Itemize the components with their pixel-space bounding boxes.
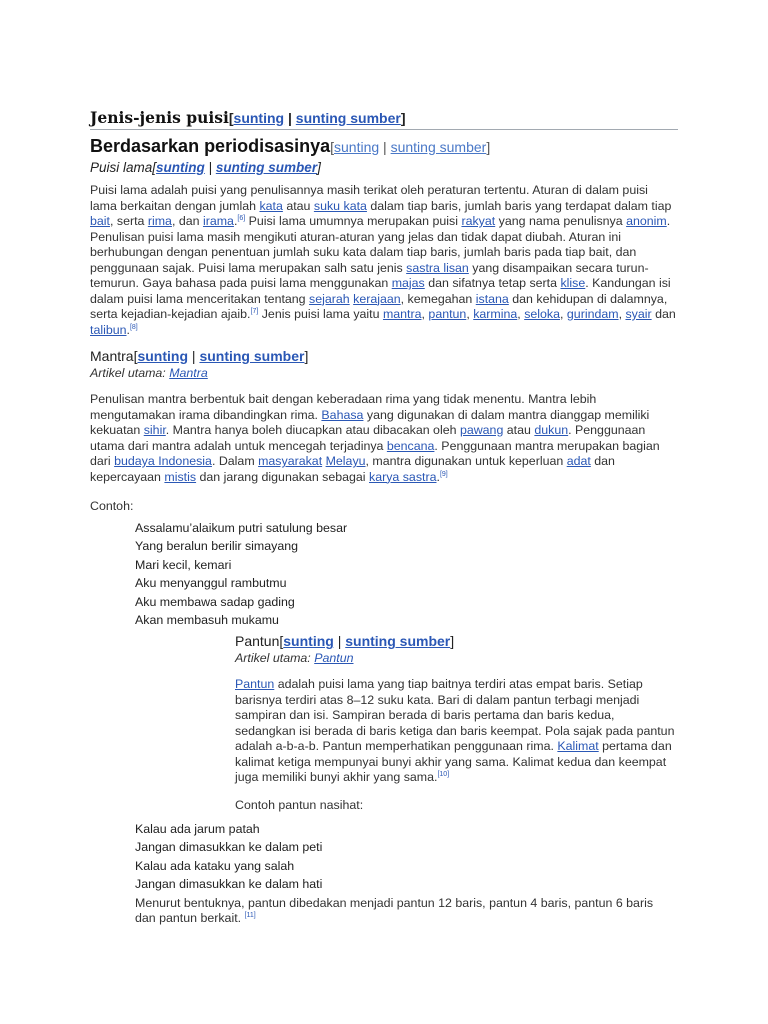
link-adat[interactable]: adat xyxy=(566,454,591,468)
link-bait[interactable]: bait xyxy=(90,214,110,228)
edit-link[interactable]: sunting xyxy=(156,160,205,175)
link-karya-sastra[interactable]: karya sastra xyxy=(369,469,437,484)
pantun-section xyxy=(235,633,678,812)
puisi-lama-edit-links: [sunting | sunting sumber] xyxy=(152,160,321,175)
text: , xyxy=(466,307,474,321)
reference-11[interactable]: [11] xyxy=(244,911,256,919)
mantra-heading xyxy=(90,348,678,364)
link-dukun[interactable]: dukun xyxy=(534,423,569,437)
link-irama[interactable]: irama xyxy=(202,214,234,228)
section-heading xyxy=(90,108,678,130)
reference-8[interactable]: [8] xyxy=(129,323,138,331)
link-kerajaan[interactable]: kerajaan xyxy=(353,291,401,306)
text: , dan xyxy=(171,214,203,228)
text: . xyxy=(233,214,238,228)
reference-10[interactable]: [10] xyxy=(437,771,450,779)
pantun-heading xyxy=(235,633,678,649)
text: Jenis puisi lama yaitu xyxy=(258,307,383,321)
pantun-contoh-label: Contoh pantun nasihat: xyxy=(235,797,364,812)
text: . Kandungan isi dalam puisi lama menceritakan tentang xyxy=(90,276,671,306)
text: , serta xyxy=(109,214,148,228)
edit-link[interactable]: sunting xyxy=(334,139,380,155)
link-pantun[interactable]: pantun xyxy=(428,307,467,321)
edit-link[interactable]: sunting xyxy=(233,110,285,126)
link-mistis[interactable]: mistis xyxy=(164,469,197,484)
text: . Mantra hanya boleh diucapkan atau dibacakan oleh xyxy=(165,423,460,437)
edit-source-link[interactable]: sunting sumber xyxy=(390,139,487,155)
hatnote-link-mantra[interactable]: Mantra xyxy=(169,366,208,380)
link-masyarakat[interactable]: masyarakat xyxy=(258,454,323,468)
text: . Penulisan puisi lama masih mengikuti aturan-aturan yang jelas dan tidak dapat diubah. Aturan ini berhubungan dengan penentuan jumlah suku kata dalam tiap baris, jumlah baris pada tiap bait, dan penggunaan sajak. Puisi lama merupakan salh satu jenis xyxy=(90,214,671,275)
link-syair[interactable]: syair xyxy=(625,307,652,321)
pantun-hatnote xyxy=(235,651,678,665)
edit-source-link[interactable]: sunting sumber xyxy=(215,160,318,175)
link-kata[interactable]: kata xyxy=(259,198,283,213)
poem-line: Aku membawa sadap gading xyxy=(135,594,295,609)
pantun-closing xyxy=(135,896,660,927)
text: Penulisan mantra berbentuk bait dengan keberadaan rima yang tidak menentu. Mantra lebih mengutamakan irama dibandingkan rima. xyxy=(90,392,597,422)
text: . xyxy=(436,469,440,484)
text: dan jarang digunakan sebagai xyxy=(196,469,369,484)
link-rima[interactable]: rima xyxy=(147,214,172,228)
text: dan kepercayaan xyxy=(90,454,615,484)
pantun-edit-links: [sunting | sunting sumber] xyxy=(279,633,455,650)
link-sastra-lisan[interactable]: sastra lisan xyxy=(406,260,469,275)
hatnote-label: Artikel utama: xyxy=(235,651,315,666)
text: , xyxy=(618,307,626,321)
poem-line: Aku menyanggul rambutmu xyxy=(135,576,287,591)
text: dan kehidupan di dalamnya, serta kejadian-kejadian ajaib. xyxy=(90,291,668,321)
puisi-lama-title: Puisi lama xyxy=(90,160,153,175)
link-istana[interactable]: istana xyxy=(475,291,509,306)
text: dalam tiap baris, jumlah baris yang terdapat dalam tiap xyxy=(366,198,672,213)
text: dan sifatnya tetap serta xyxy=(424,276,561,290)
pantun-poem xyxy=(135,820,678,894)
link-rakyat[interactable]: rakyat xyxy=(461,214,496,228)
mantra-title: Mantra xyxy=(90,348,134,364)
reference-9[interactable]: [9] xyxy=(439,470,448,478)
subsection-title: Berdasarkan periodisasinya xyxy=(90,136,331,156)
text: Menurut bentuknya, pantun dibedakan menjadi pantun 12 baris, pantun 4 baris, pantun 6 baris dan pantun berkait. xyxy=(135,895,654,926)
text: atau xyxy=(282,198,314,213)
edit-source-link[interactable]: sunting sumber xyxy=(345,633,451,650)
pantun-title: Pantun xyxy=(235,633,280,650)
link-bahasa[interactable]: Bahasa xyxy=(321,407,364,422)
subsection-edit-links: [sunting | sunting sumber] xyxy=(330,139,491,155)
poem-line: Kalau ada jarum patah xyxy=(135,821,260,836)
link-pawang[interactable]: pawang xyxy=(459,423,504,437)
text: . Dalam xyxy=(211,454,259,468)
text: dan xyxy=(651,307,676,321)
section-edit-links: [sunting | sunting sumber] xyxy=(228,110,406,126)
poem-line: Akan membasuh mukamu xyxy=(135,613,279,628)
hatnote-label: Artikel utama: xyxy=(90,366,170,380)
text: atau xyxy=(503,423,535,437)
mantra-paragraph xyxy=(90,392,678,485)
link-majas[interactable]: majas xyxy=(391,276,425,290)
edit-link[interactable]: sunting xyxy=(137,348,189,364)
text: yang disampaikan secara turun-temurun. Gaya bahasa pada puisi lama menggunakan xyxy=(90,260,649,290)
mantra-poem xyxy=(135,519,678,629)
link-suku-kata[interactable]: suku kata xyxy=(313,198,367,213)
link-melayu[interactable]: Melayu xyxy=(325,454,366,468)
link-pantun[interactable]: Pantun xyxy=(235,677,275,692)
text: , xyxy=(517,307,525,321)
poem-line: Yang beralun berilir simayang xyxy=(135,539,299,554)
text: , kemegahan xyxy=(400,291,476,306)
text: . xyxy=(126,322,130,337)
text: . Penggunaan utama dari mantra adalah untuk mencegah terjadinya xyxy=(90,423,646,453)
section-title: Jenis-jenis puisi xyxy=(90,108,229,127)
link-klise[interactable]: klise xyxy=(560,276,586,290)
reference-7[interactable]: [7] xyxy=(250,307,259,315)
puisi-lama-heading xyxy=(90,160,678,175)
link-sihir[interactable]: sihir xyxy=(143,423,166,437)
reference-6[interactable]: [6] xyxy=(237,214,246,222)
link-talibun[interactable]: talibun xyxy=(90,322,127,337)
text: adalah puisi lama yang tiap baitnya terdiri atas empat baris. Setiap barisnya terdiri atas 8–12 suku kata. Bari di dalam pantun terbagi menjadi sampiran dan isi. Sampiran berada di baris pertama dan baris kedua, sedangkan isi berada di baris ketiga dan baris keempat. Pola sajak pada pantun adalah a-b-a-b. Pantun memperhatikan penggunaan rima. xyxy=(235,677,675,754)
poem-line: Assalamu’alaikum putri satulung besar xyxy=(135,521,348,535)
poem-line: Jangan dimasukkan ke dalam peti xyxy=(135,840,323,855)
hatnote-link-pantun[interactable]: Pantun xyxy=(314,651,354,666)
text: pertama dan kalimat ketiga mempunyai bunyi akhir yang sama. Kalimat kedua dan keempat juga memiliki bunyi akhir yang sama. xyxy=(235,739,672,785)
text: yang nama penulisnya xyxy=(495,214,627,228)
link-bencana[interactable]: bencana xyxy=(386,438,435,453)
text: , xyxy=(560,307,567,321)
text: Puisi lama umumnya merupakan puisi xyxy=(245,214,462,228)
link-seloka[interactable]: seloka xyxy=(524,307,561,321)
text: . Penggunaan mantra merupakan bagian dari xyxy=(90,438,660,468)
edit-link[interactable]: sunting xyxy=(283,633,334,650)
link-kalimat[interactable]: Kalimat xyxy=(557,739,599,754)
article-content xyxy=(90,108,678,927)
mantra-contoh-label: Contoh: xyxy=(90,499,134,513)
link-karmina[interactable]: karmina xyxy=(473,307,518,321)
link-anonim[interactable]: anonim xyxy=(626,214,667,228)
text: , mantra digunakan untuk keperluan xyxy=(365,454,567,468)
poem-line: Jangan dimasukkan ke dalam hati xyxy=(135,877,323,892)
poem-line: Mari kecil, kemari xyxy=(135,557,232,572)
text: Puisi lama adalah puisi yang penulisannya masih terikat oleh peraturan tertentu. Aturan di dalam puisi lama berkaitan dengan jumlah xyxy=(90,183,648,213)
link-mantra[interactable]: mantra xyxy=(382,307,422,321)
link-sejarah[interactable]: sejarah xyxy=(309,291,350,306)
mantra-edit-links: [sunting | sunting sumber] xyxy=(133,348,309,364)
link-budaya-indonesia[interactable]: budaya Indonesia xyxy=(114,454,212,468)
poem-line: Kalau ada kataku yang salah xyxy=(135,858,295,873)
edit-source-link[interactable]: sunting sumber xyxy=(295,110,401,126)
edit-source-link[interactable]: sunting sumber xyxy=(199,348,305,364)
pantun-paragraph xyxy=(235,677,678,786)
mantra-hatnote xyxy=(90,366,678,380)
puisi-lama-paragraph xyxy=(90,183,678,338)
text: yang digunakan di dalam mantra dianggap memiliki kekuatan xyxy=(90,407,650,437)
subsection-heading xyxy=(90,136,678,157)
text: , xyxy=(421,307,429,321)
link-gurindam[interactable]: gurindam xyxy=(566,307,619,321)
